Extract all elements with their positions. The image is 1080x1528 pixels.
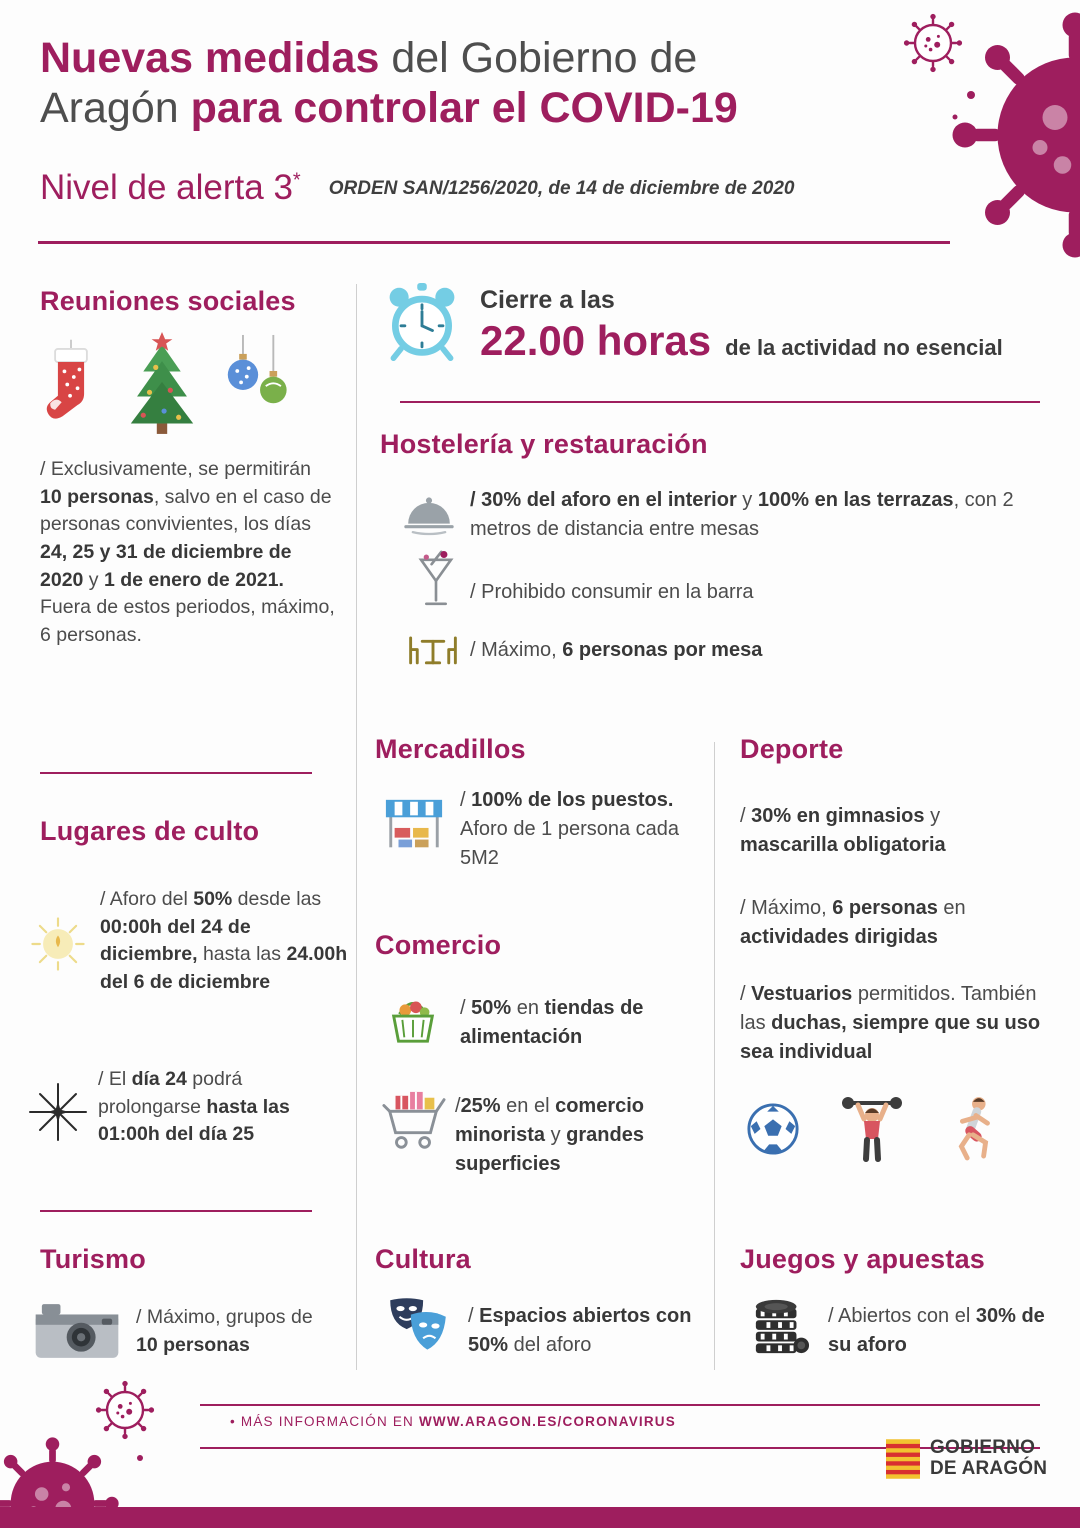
- runner-icon: [944, 1092, 1002, 1166]
- closure-block: [480, 286, 1050, 365]
- section-divider: [40, 772, 312, 774]
- footer-info: [230, 1414, 676, 1429]
- shopping-cart-icon: [380, 1082, 446, 1162]
- footer-rule-top: [200, 1404, 1040, 1406]
- gobierno-aragon-logo: [886, 1438, 1047, 1479]
- star-sparkle-icon: [28, 1082, 88, 1142]
- mercadillos-text: / 100% de los puestos. Aforo de 1 persona cada 5M2: [460, 789, 680, 869]
- soccer-ball-icon: [746, 1102, 800, 1156]
- closure-prefix: Cierre a las: [480, 286, 615, 314]
- bottom-bar: [0, 1507, 1080, 1528]
- section-title-reuniones: Reuniones sociales: [40, 286, 296, 316]
- culto-item-1: / Aforo del 50% desde las 00:00h del 24 de diciembre, hasta las 24.00h del 6 de diciembre: [100, 888, 348, 994]
- cocktail-glass-icon: [414, 548, 458, 612]
- culto-item-2: / El día 24 podrá prolongarse hasta las 01:00h del día 25: [98, 1068, 290, 1146]
- food-basket-icon: [384, 988, 442, 1046]
- theater-masks-icon: [382, 1296, 454, 1356]
- column-divider: [714, 742, 715, 1370]
- section-title-deporte: Deporte: [740, 734, 844, 764]
- coronavirus-icon: [905, 0, 1080, 285]
- coronavirus-icon: [0, 1378, 195, 1528]
- market-stall-icon: [383, 794, 445, 858]
- table-and-chairs-icon: [404, 630, 462, 670]
- comercio-item-1: / 50% en tiendas de alimentación: [460, 997, 644, 1048]
- serving-dome-icon: [402, 492, 456, 536]
- footer-info-prefix: MÁS INFORMACIÓN EN: [240, 1414, 419, 1429]
- deporte-item-1: / 30% en gimnasios y mascarilla obligatoria: [740, 805, 946, 856]
- weightlifter-icon: [840, 1092, 904, 1166]
- section-title-juegos: Juegos y apuestas: [740, 1244, 986, 1274]
- section-divider: [400, 401, 1040, 403]
- section-title-cultura: Cultura: [375, 1244, 471, 1274]
- poker-chips-icon: [752, 1294, 810, 1358]
- hosteleria-item-1: / 30% del aforo en el interior y 100% en las terrazas, con 2 metros de distancia entre mesas: [470, 489, 1014, 540]
- logo-line2: DE ARAGÓN: [930, 1457, 1048, 1479]
- deporte-item-2: / Máximo, 6 personas en actividades dirigidas: [740, 897, 966, 948]
- sports-icons-row: [746, 1092, 1046, 1166]
- turismo-text: / Máximo, grupos de 10 personas: [136, 1306, 313, 1356]
- aragon-flag-icon: [886, 1439, 920, 1479]
- section-title-turismo: Turismo: [40, 1244, 146, 1274]
- hosteleria-item-2: / Prohibido consumir en la barra: [470, 581, 754, 603]
- section-title-comercio: Comercio: [375, 930, 502, 960]
- deporte-item-3: / Vestuarios permitidos. También las duchas, siempre que su uso sea individual: [740, 983, 1041, 1063]
- page-title: [40, 34, 880, 134]
- order-reference: ORDEN SAN/1256/2020, de 14 de diciembre de 2020: [328, 178, 795, 199]
- section-title-mercadillos: Mercadillos: [375, 734, 526, 764]
- column-divider: [356, 284, 357, 1370]
- alert-level: Nivel de alerta 3*: [40, 168, 301, 207]
- section-divider: [40, 1210, 312, 1212]
- retro-camera-icon: [33, 1300, 121, 1362]
- candle-glow-icon: [26, 912, 90, 976]
- reuniones-text: / Exclusivamente, se permitirán 10 personas, salvo en el caso de personas convivientes, los días 24, 25 y 31 de diciembre de 2020 y 1 de enero de 2021. Fuera de estos periodos, máximo, 6 personas.: [40, 458, 335, 647]
- closure-time: 22.00 horas: [480, 317, 712, 364]
- comercio-item-2: /25% en el comercio minorista y grandes superficies: [455, 1095, 645, 1175]
- alert-row: [40, 168, 794, 208]
- section-title-culto: Lugares de culto: [40, 816, 260, 846]
- page-title-line2: Aragón para controlar el COVID-19: [40, 83, 738, 132]
- header-rule: [38, 241, 950, 244]
- juegos-text: / Abiertos con el 30% de su aforo: [828, 1305, 1045, 1356]
- footer-info-url[interactable]: WWW.ARAGON.ES/CORONAVIRUS: [418, 1414, 676, 1429]
- logo-line1: GOBIERNO: [930, 1437, 1036, 1458]
- logo-text: [930, 1438, 1047, 1479]
- alarm-clock-icon: [382, 282, 462, 362]
- christmas-ornaments-icon: [224, 332, 298, 428]
- closure-suffix: de la actividad no esencial: [725, 335, 1003, 360]
- christmas-icons-row: [42, 332, 342, 436]
- page-title-line1: Nuevas medidas del Gobierno de: [40, 34, 698, 82]
- cultura-text: / Espacios abiertos con 50% del aforo: [468, 1305, 692, 1356]
- alert-asterisk: *: [292, 169, 301, 192]
- christmas-stocking-icon: [42, 338, 100, 430]
- footer-bullet: •: [230, 1414, 236, 1429]
- christmas-tree-icon: [116, 332, 208, 436]
- hosteleria-item-3: / Máximo, 6 personas por mesa: [470, 639, 763, 661]
- section-title-hosteleria: Hostelería y restauración: [380, 429, 708, 459]
